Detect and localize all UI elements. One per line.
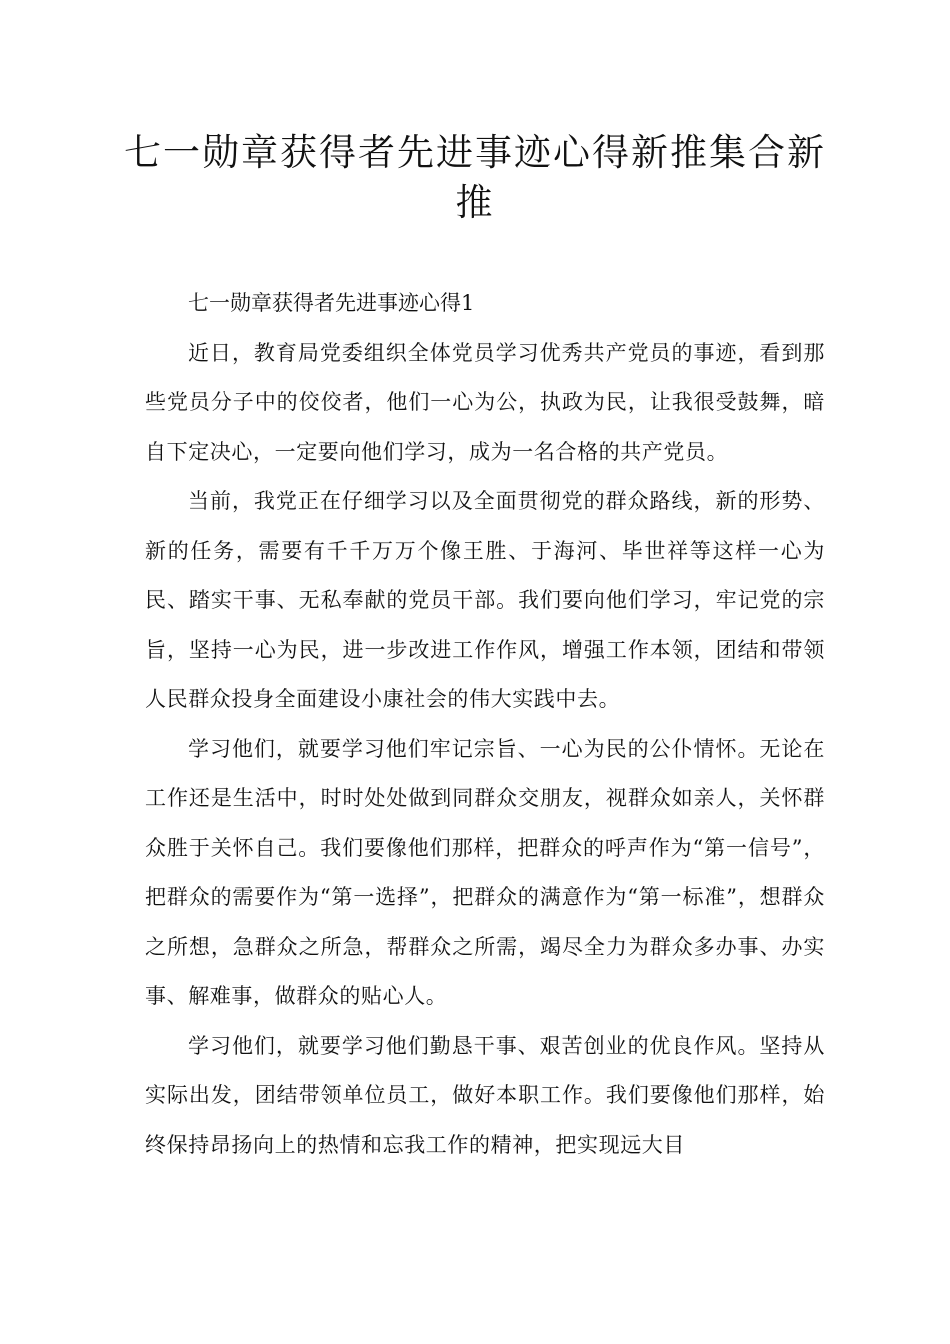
- paragraph-1: 近日，教育局党委组织全体党员学习优秀共产党员的事迹，看到那些党员分子中的佼佼者，他们一心为公，执政为民，让我很受鼓舞，暗自下定决心，一定要向他们学习，成为一名合格的共产党员。: [145, 340, 825, 464]
- section-heading: 七一勋章获得者先进事迹心得1: [188, 291, 475, 315]
- paragraph-3: 学习他们，就要学习他们牢记宗旨、一心为民的公仆情怀。无论在工作还是生活中，时时处处做到同群众交朋友，视群众如亲人，关怀群众胜于关怀自己。我们要像他们那样，把群众的呼声作为“第一信号”，把群众的需要作为“第一选择”，把群众的满意作为“第一标准”，想群众之所想，急群众之所急，帮群众之所需，竭尽全力为群众多办事、办实事、解难事，做群众的贴心人。: [145, 736, 825, 1008]
- paragraph-4: 学习他们，就要学习他们勤恳干事、艰苦创业的优良作风。坚持从实际出发，团结带领单位员工，做好本职工作。我们要像他们那样，始终保持昂扬向上的热情和忘我工作的精神，把实现远大目: [145, 1033, 825, 1157]
- document-body: [145, 279, 825, 1170]
- paragraph-2: 当前，我党正在仔细学习以及全面贯彻党的群众路线，新的形势、新的任务，需要有千千万万个像王胜、于海河、毕世祥等这样一心为民、踏实干事、无私奉献的党员干部。我们要向他们学习，牢记党的宗旨，坚持一心为民，进一步改进工作作风，增强工作本领，团结和带领人民群众投身全面建设小康社会的伟大实践中去。: [145, 489, 825, 711]
- document-title: 七一勋章获得者先进事迹心得新推集合新推: [124, 131, 826, 224]
